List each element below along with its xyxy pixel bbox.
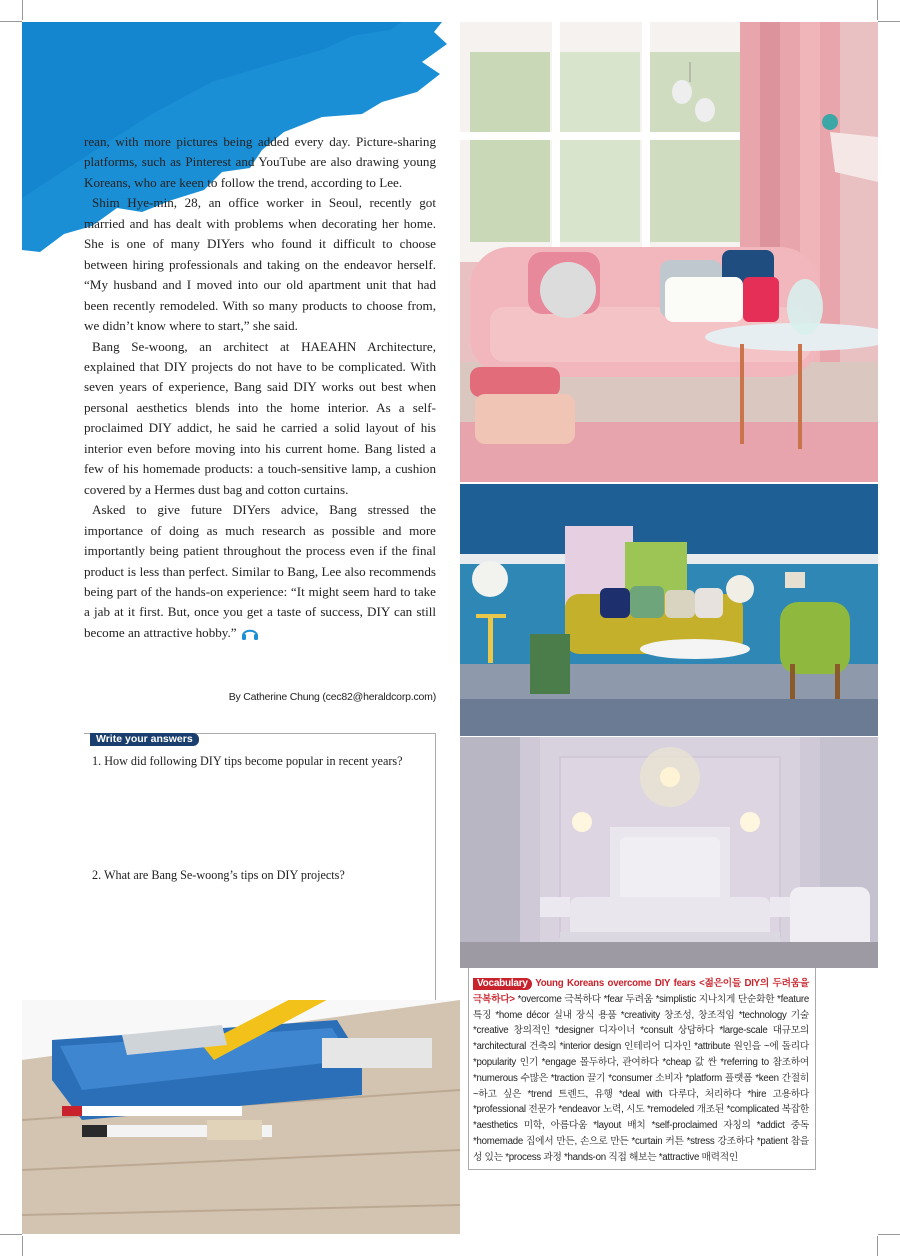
article-paragraph-text: Asked to give future DIYers advice, Bang stressed the importance of doing as much research as possible and more importantly being patient throughout the process even if the final product is less than perfect. Similar to Bang, Lee also recommends being part of the hands-on experience: “It might seem hard to take a jab at it first. But, once you get a taste of success, DIY can still become an attractive hobby.” — [84, 502, 436, 640]
teal-living-room-photo — [460, 484, 878, 736]
vocabulary-body: *overcome 극복하다 *fear 두려움 *simplistic 지나치게 단순화한 *feature 특징 *home décor 실내 장식 용품 *creativity 창조성, 창조적임 *technology 기술 *creative 창의적인 *designer 디자이너 *consult 상담하다 *large-scale 대규모의 *architectural 건축의 *interior design 인테리어 디자인 *attribute 원인을 ~에 돌리다 *popularity 인기 *engage 몰두하다, 관여하다 *cheap 값 싼 *referring to 참조하여 *numerous 수많은 *traction 끌기 *consumer 소비자 *platform 플랫폼 *keen 간절히 ~하고 싶은 *trend 트렌드, 유행 *deal with 다루다, 처리하다 *hire 고용하다 *professional 전문가 *endeavor 노력, 시도 *remodeled 개조된 *complicated 복잡한 *aesthetics 미학, 아름다움 *layout 배치 *self-proclaimed 자칭의 *addict 중독 *homemade 집에서 만든, 손으로 만든 *curtain 커튼 *stress 강조하다 *patient 참을성 있는 *process 과정 *hands-on 직접 해보는 *attractive 매력적인 — [473, 993, 809, 1163]
bedroom-photo — [460, 737, 878, 968]
byline: By Catherine Chung (cec82@heraldcorp.com) — [228, 691, 436, 703]
vocabulary-label: Vocabulary — [473, 978, 532, 990]
crop-mark — [22, 1236, 23, 1256]
crop-mark — [0, 21, 22, 22]
article-paragraph: Shim Hye-min, 28, an office worker in Seoul, recently got married and has dealt with problems when decorating her home. She is one of many DIYers who found it difficult to choose between hiring professionals and taking on the endeavor herself. “My husband and I moved into our old apartment unit that had been recently remodeled. With so many products to choose from, we didn’t know where to start,” she said. — [84, 195, 436, 334]
crop-mark — [0, 1234, 22, 1235]
question-1: 1. How did following DIY tips become popular in recent years? — [92, 754, 403, 768]
answer-box-label: Write your answers — [90, 733, 199, 746]
vocabulary-box — [468, 968, 816, 1170]
article-paragraph: rean, with more pictures being added every day. Picture-sharing platforms, such as Pinterest and YouTube are also drawing young Koreans, who are keen to follow the trend, according to Lee. — [84, 134, 436, 190]
crop-mark — [878, 1234, 900, 1235]
article-paragraph — [84, 500, 436, 643]
pink-living-room-photo — [460, 22, 878, 482]
crop-mark — [22, 0, 23, 20]
crop-mark — [877, 0, 878, 20]
crop-mark — [877, 1236, 878, 1256]
crop-mark — [878, 21, 900, 22]
question-2: 2. What are Bang Se-woong’s tips on DIY projects? — [92, 868, 345, 882]
article-paragraph: Bang Se-woong, an architect at HAEAHN Architecture, explained that DIY projects do not have to be complicated. With seven years of experience, Bang said DIY works out best when personal aesthetics blends into the home interior. As a self-proclaimed DIY addict, he said he carried a solid layout of his interior even before moving into his current home. Bang listed a few of his homemade products: a touch-sensitive lamp, a cushion covered by a Hermes dust bag and cotton curtains. — [84, 338, 436, 497]
paint-tray-photo — [22, 1000, 460, 1234]
headphones-icon — [241, 625, 259, 640]
vocabulary-title: Young Koreans overcome DIY fears <젊은이들 DIY의 두려움을 극복하다> — [473, 978, 809, 1005]
article-body — [84, 132, 436, 643]
